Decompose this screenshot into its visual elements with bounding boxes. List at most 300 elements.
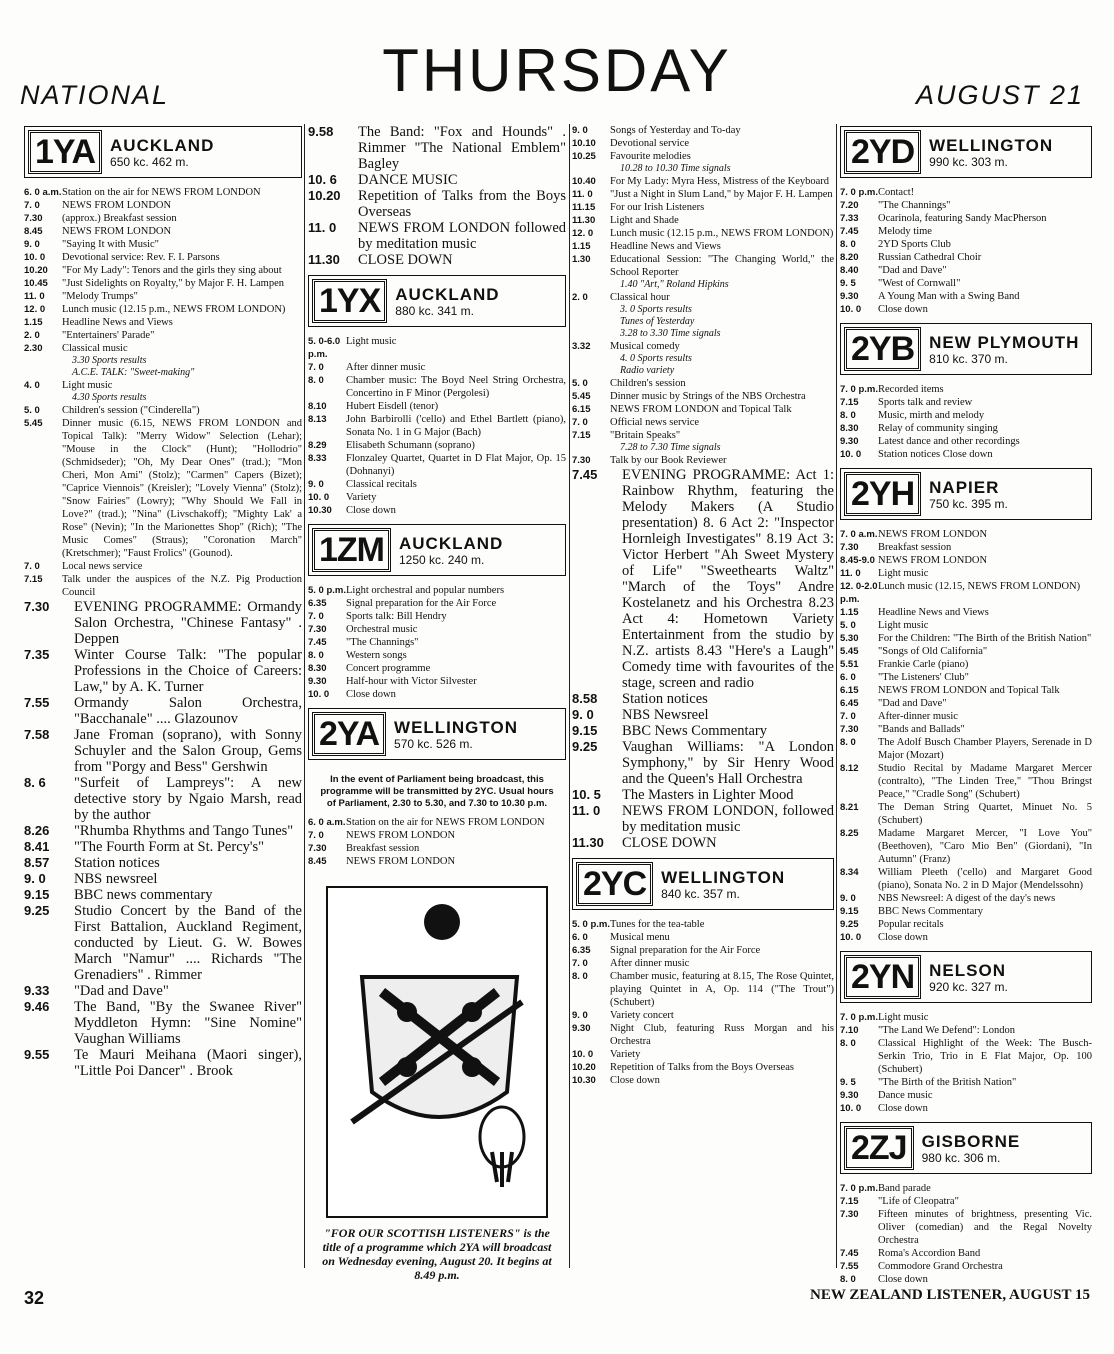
programme-entry xyxy=(24,775,302,823)
station-frequency: 840 kc. 357 m. xyxy=(661,886,740,901)
programme-time: 8. 0 xyxy=(840,737,856,748)
programme-time: 7. 0 xyxy=(572,958,588,969)
programme-time: 5.45 xyxy=(24,418,43,429)
column-rule xyxy=(569,124,570,1268)
programme-entry xyxy=(24,186,302,199)
programme-description: NEWS FROM LONDON followed by meditation music xyxy=(358,220,566,252)
programme-time: 10.20 xyxy=(24,265,48,276)
programme-time: 7.15 xyxy=(840,1196,859,1207)
programme-time: 2. 0 xyxy=(24,330,40,341)
programme-entry xyxy=(840,1102,1092,1115)
column-rule xyxy=(836,124,837,1268)
programme-entry xyxy=(572,390,834,403)
programme-description: NEWS FROM LONDON xyxy=(346,856,456,867)
programme-entry xyxy=(24,316,302,329)
programme-description: Light music xyxy=(346,336,397,347)
programme-description: NEWS FROM LONDON and Topical Talk xyxy=(878,685,1060,696)
programme-entry xyxy=(24,983,302,999)
programme-time: 7. 0 xyxy=(840,711,856,722)
programme-time: 11. 0 xyxy=(572,803,601,818)
programme-entry xyxy=(572,944,834,957)
programme-time: 11.30 xyxy=(572,215,596,226)
station-box xyxy=(308,275,566,327)
programme-time: 7.45 xyxy=(840,226,859,237)
programme-time: 5. 0 xyxy=(840,620,856,631)
programme-time: 9.30 xyxy=(572,1023,591,1034)
programme-sub-entry: 4. 0 Sports results xyxy=(620,353,692,364)
station-city: AUCKLAND xyxy=(110,135,215,155)
programme-description: Station on the air for NEWS FROM LONDON xyxy=(62,187,261,198)
programme-entry xyxy=(840,1247,1092,1260)
programme-entry xyxy=(840,567,1092,580)
programme-time: 8.30 xyxy=(308,663,327,674)
programme-description: "The Channings" xyxy=(878,200,951,211)
station-info xyxy=(661,868,785,901)
programme-description: Lunch music (12.15 p.m., NEWS FROM LONDON) xyxy=(62,304,286,315)
programme-description: Dinner music (6.15, NEWS FROM LONDON and Topical Talk): "Merry Widow" Selection (Lehar); "Mouse in the Clock" (Hunt); "Hollodrio" (Schmidseder); "Oh, My Dear Ones" (trad.); "Mon Cheri, Mon Ami" (Stolz); "Carmen" Capers (Bizet); "Caprice Viennois" (Kreisler); "Lovely Vienna" (Stolz); "Snow Fairies" (Lowry); "Why Should We Fall in Love?" (trad.); "Nina" (Livschakoff); "Mighty Lak' a Rose" (Nevin); "In the Marionettes Shop" (Rich); "The Music Comes" (Straus); "Coronation March" (Kretschmer); "Faust Frolics" (Gounod). xyxy=(62,418,302,559)
station-info xyxy=(394,718,518,751)
station-info xyxy=(395,285,499,318)
column-2 xyxy=(308,124,566,1282)
programme-time: 7. 0 p.m. xyxy=(840,1183,879,1194)
programme-time: 6.35 xyxy=(572,945,591,956)
station-box xyxy=(840,951,1092,1003)
programme-entry xyxy=(572,835,834,851)
programme-entry xyxy=(24,839,302,855)
programme-time: 9. 5 xyxy=(840,278,856,289)
programme-time: 8.41 xyxy=(24,839,50,854)
station-city: NAPIER xyxy=(929,477,1000,497)
programme-time: 11.15 xyxy=(572,202,596,213)
station-frequency: 1250 kc. 240 m. xyxy=(399,552,485,567)
programme-entry xyxy=(840,396,1092,409)
programme-description: Vaughan Williams: "A London Symphony," by Sir Henry Wood and the Queen's Hall Orchestra xyxy=(622,739,834,787)
programme-entry xyxy=(308,439,566,452)
programme-entry xyxy=(308,188,566,220)
programme-entry xyxy=(840,554,1092,567)
programme-time: 9. 0 xyxy=(24,239,40,250)
station-frequency: 880 kc. 341 m. xyxy=(395,303,474,318)
publication-footer: NEW ZEALAND LISTENER, AUGUST 15 xyxy=(810,1287,1090,1303)
programme-time: 8.26 xyxy=(24,823,50,838)
programme-time: 11.30 xyxy=(572,835,604,850)
programme-description: Relay of community singing xyxy=(878,423,998,434)
programme-description: Half-hour with Victor Silvester xyxy=(346,676,477,687)
programme-time: 8.25 xyxy=(840,828,859,839)
programme-description: "Britain Speaks" xyxy=(610,430,681,441)
programme-time: 12. 0 xyxy=(24,304,46,315)
station-box xyxy=(572,858,834,910)
station-city: GISBORNE xyxy=(921,1131,1021,1151)
programme-description: Repetition of Talks from the Boys Overseas xyxy=(610,1062,794,1073)
programme-time: 2.30 xyxy=(24,343,43,354)
programme-description: "For My Lady": Tenors and the girls they sing about xyxy=(62,265,282,276)
programme-description: NBS Newsreel xyxy=(622,707,709,723)
programme-description: Variety xyxy=(346,492,377,503)
programme-entry xyxy=(840,238,1092,251)
station-call-sign: 2ZJ xyxy=(844,1126,914,1170)
programme-description: Orchestral music xyxy=(346,624,418,635)
programme-entry xyxy=(308,842,566,855)
programme-entry xyxy=(24,342,302,355)
programme-description: Songs of Yesterday and To-day xyxy=(610,125,741,136)
station-info xyxy=(922,1132,1021,1165)
programme-description: Breakfast session xyxy=(878,542,952,553)
programme-entry xyxy=(572,970,834,1009)
station-info xyxy=(929,136,1053,169)
scottish-crest-illustration xyxy=(322,882,552,1222)
programme-description: Devotional service xyxy=(610,138,690,149)
programme-description: Talk under the auspices of the N.Z. Pig Production Council xyxy=(62,574,302,598)
programme-time: 9. 5 xyxy=(840,1077,856,1088)
programme-entry xyxy=(840,892,1092,905)
programme-description: Popular recitals xyxy=(878,919,944,930)
programme-time: 7. 0 xyxy=(572,417,588,428)
programme-entry xyxy=(840,710,1092,723)
programme-description: (approx.) Breakfast session xyxy=(62,213,177,224)
programme-time: 7. 0 xyxy=(308,611,324,622)
programme-description: Elisabeth Schumann (soprano) xyxy=(346,440,475,451)
programme-time: 8.58 xyxy=(572,691,598,706)
programme-time: 8.20 xyxy=(840,252,859,263)
programme-description: 2YD Sports Club xyxy=(878,239,951,250)
station-box xyxy=(308,708,566,760)
programme-entry xyxy=(308,252,566,268)
programme-time: 7.58 xyxy=(24,727,50,742)
programme-time: 7.15 xyxy=(840,397,859,408)
station-call-sign: 2YC xyxy=(576,862,653,906)
programme-time: 9.30 xyxy=(840,1090,859,1101)
programme-entry xyxy=(572,416,834,429)
programme-entry xyxy=(840,1089,1092,1102)
column-4 xyxy=(840,124,1092,1285)
programme-description: "The Land We Defend": London xyxy=(878,1025,1015,1036)
programme-time: 1.15 xyxy=(572,241,591,252)
programme-entry xyxy=(840,827,1092,866)
station-call-sign: 1YX xyxy=(312,279,387,323)
programme-time: 10. 5 xyxy=(572,787,601,802)
programme-time: 8.57 xyxy=(24,855,50,870)
programme-entry xyxy=(308,491,566,504)
programme-description: Studio Recital by Madame Margaret Mercer (contralto), "The Linden Tree," "Thou Bringst Peace," "Cradle Song" (Schubert) xyxy=(878,763,1092,800)
programme-description: NEWS FROM LONDON and Topical Talk xyxy=(610,404,792,415)
programme-time: 7.30 xyxy=(572,455,591,466)
programme-sub-entry: Radio variety xyxy=(620,365,675,376)
programme-entry xyxy=(840,697,1092,710)
programme-entry xyxy=(572,124,834,137)
programme-entry xyxy=(572,931,834,944)
programme-entry xyxy=(24,238,302,251)
programme-time: 9. 0 xyxy=(308,479,324,490)
programme-time: 7.20 xyxy=(840,200,859,211)
station-info xyxy=(399,534,503,567)
programme-entry xyxy=(308,855,566,868)
programme-time: 10.20 xyxy=(572,1062,596,1073)
programme-entry xyxy=(840,277,1092,290)
programme-time: 7. 0 xyxy=(24,200,40,211)
programme-description: Repetition of Talks from the Boys Overseas xyxy=(358,188,566,220)
programme-description: Talk by our Book Reviewer xyxy=(610,455,727,466)
programme-entry xyxy=(24,303,302,316)
programme-time: 11. 0 xyxy=(24,291,45,302)
programme-time: 6.15 xyxy=(840,685,859,696)
programme-time: 8.45-9.0 xyxy=(840,555,875,566)
programme-entry xyxy=(572,454,834,467)
programme-entry xyxy=(840,251,1092,264)
station-city: WELLINGTON xyxy=(394,717,518,737)
programme-entry xyxy=(572,918,834,931)
programme-description: Roma's Accordion Band xyxy=(878,1248,981,1259)
programme-time: 10. 0 xyxy=(840,304,862,315)
programme-time: 7. 0 p.m. xyxy=(840,1012,879,1023)
programme-description: "Dad and Dave" xyxy=(878,698,947,709)
page-number: 32 xyxy=(24,1288,45,1308)
programme-entry xyxy=(572,957,834,970)
programme-time: 6. 0 a.m. xyxy=(308,817,346,828)
programme-description: Musical comedy xyxy=(610,341,680,352)
spacer xyxy=(840,461,1092,466)
programme-time: 7.45 xyxy=(572,467,598,482)
programme-entry xyxy=(308,124,566,172)
date-label: AUGUST 21 xyxy=(915,80,1084,110)
programme-description: Light music xyxy=(62,380,113,391)
programme-time: 6. 0 xyxy=(840,672,856,683)
programme-entry xyxy=(24,379,302,392)
programme-time: 9.15 xyxy=(572,723,598,738)
programme-description: Signal preparation for the Air Force xyxy=(346,598,497,609)
programme-description: NEWS FROM LONDON, followed by meditation music xyxy=(622,803,834,835)
programme-time: 5. 0 p.m. xyxy=(308,585,347,596)
programme-description: Winter Course Talk: "The popular Professions in the Choice of Careers: Law," by A. K. Turner xyxy=(74,647,302,695)
programme-entry xyxy=(572,787,834,803)
column-1 xyxy=(24,124,302,1268)
station-box xyxy=(840,126,1092,178)
programme-description: Close down xyxy=(346,505,396,516)
programme-entry xyxy=(572,467,834,691)
programme-entry xyxy=(572,340,834,353)
programme-entry xyxy=(308,413,566,439)
programme-entry xyxy=(840,1260,1092,1273)
programme-entry xyxy=(840,918,1092,931)
programme-description: EVENING PROGRAMME: Act 1: Rainbow Rhythm, featuring the Melody Makers (A Studio presentation) 8. 6 Act 2: "Inspector Hornleigh Investigates" 8.19 Act 3: Victor Herbert "Ah Sweet Mystery of Life" "Sweethearts Waltz" "March of the Toys" Andre Kostelanetz and his Orchestra 8.23 Act 4: Hometown Variety Entertainment from the studio by N.Z. artists 8.43 "Here's a Laugh" Comedy time with favourites of the stage, screen and radio xyxy=(622,467,834,691)
programme-entry xyxy=(572,291,834,304)
programme-description: Close down xyxy=(610,1075,660,1086)
illustration-caption: "FOR OUR SCOTTISH LISTENERS" is the title of a programme which 2YA will broadcast on Wednesday evening, August 20. It begins at 8.49 p.m. xyxy=(322,1226,552,1282)
programme-description: Variety concert xyxy=(610,1010,674,1021)
programme-entry xyxy=(308,675,566,688)
programme-description: Dance music xyxy=(878,1090,933,1101)
programme-time: 9.30 xyxy=(840,291,859,302)
programme-description: Light music xyxy=(878,620,929,631)
station-frequency: 920 kc. 327 m. xyxy=(929,979,1008,994)
programme-time: 9.33 xyxy=(24,983,50,998)
programme-description: "West of Cornwall" xyxy=(878,278,961,289)
programme-description: "Just Sidelights on Royalty," by Major F. H. Lampen xyxy=(62,278,285,289)
programme-time: 7. 0 xyxy=(308,830,324,841)
programme-entry xyxy=(840,671,1092,684)
programme-entry xyxy=(308,584,566,597)
programme-time: 8.45 xyxy=(308,856,327,867)
programme-description: The Band, "By the Swanee River" Myddleton Hymn: "Sine Nomine" Vaughan Williams xyxy=(74,999,302,1047)
programme-entry xyxy=(840,290,1092,303)
station-call-sign: 2YD xyxy=(844,130,921,174)
programme-time: 7. 0 p.m. xyxy=(840,187,879,198)
programme-time: 7.45 xyxy=(840,1248,859,1259)
programme-time: 10.45 xyxy=(24,278,48,289)
programme-description: "Saying It with Music" xyxy=(62,239,159,250)
programme-description: Te Mauri Meihana (Maori singer), "Little Poi Dancer" . Brook xyxy=(74,1047,302,1079)
programme-entry xyxy=(572,403,834,416)
programme-entry xyxy=(308,374,566,400)
programme-time: 5. 0-6.0 p.m. xyxy=(308,336,341,360)
station-info xyxy=(110,136,214,169)
programme-time: 6. 0 a.m. xyxy=(24,187,62,198)
parliament-notice: In the event of Parliament being broadcast, this programme will be transmitted by 2YC. Usual hours of Parliament, 2.30 to 5.30, and 7.30 to 10.30 p.m. xyxy=(320,774,554,809)
programme-description: Station notices xyxy=(622,691,708,707)
programme-description: Lunch music (12.15 p.m., NEWS FROM LONDON) xyxy=(610,228,834,239)
programme-description: Latest dance and other recordings xyxy=(878,436,1020,447)
programme-entry xyxy=(840,645,1092,658)
station-call-sign: 1YA xyxy=(28,130,102,174)
programme-description: The Deman String Quartet, Minuet No. 5 (Schubert) xyxy=(878,802,1092,826)
programme-entry xyxy=(24,855,302,871)
programme-time: 8.40 xyxy=(840,265,859,276)
programme-time: 9.25 xyxy=(572,739,598,754)
programme-entry xyxy=(840,684,1092,697)
programme-entry xyxy=(840,905,1092,918)
programme-time: 7.15 xyxy=(24,574,43,585)
programme-entry xyxy=(572,137,834,150)
station-call-sign: 1ZM xyxy=(312,528,391,572)
station-frequency: 750 kc. 395 m. xyxy=(929,496,1008,511)
programme-entry xyxy=(308,335,566,361)
station-city: AUCKLAND xyxy=(395,284,500,304)
programme-time: 12. 0-2.0 p.m. xyxy=(840,581,878,605)
programme-description: "Entertainers' Parade" xyxy=(62,330,155,341)
programme-description: Children's session ("Cinderella") xyxy=(62,405,200,416)
programme-description: Light and Shade xyxy=(610,215,679,226)
station-box xyxy=(24,126,302,178)
programme-entry xyxy=(308,816,566,829)
station-frequency: 980 kc. 306 m. xyxy=(921,1150,1001,1165)
programme-time: 10.10 xyxy=(572,138,596,149)
programme-entry xyxy=(24,264,302,277)
programme-time: 5. 0 xyxy=(24,405,40,416)
programme-description: Dinner music by Strings of the NBS Orchestra xyxy=(610,391,806,402)
programme-time: 9.15 xyxy=(24,887,50,902)
programme-entry xyxy=(24,1047,302,1079)
programme-entry xyxy=(572,227,834,240)
programme-description: William Pleeth ('cello) and Margaret Good (piano), Sonata No. 2 in D Major (Mendelssohn) xyxy=(878,867,1092,891)
network-label: NATIONAL xyxy=(20,80,170,110)
programme-entry xyxy=(572,150,834,163)
programme-entry xyxy=(308,172,566,188)
programme-time: 9.25 xyxy=(840,919,859,930)
programme-entry xyxy=(572,188,834,201)
programme-description: Russian Cathedral Choir xyxy=(878,252,982,263)
programme-time: 9.25 xyxy=(24,903,50,918)
programme-description: "Life of Cleopatra" xyxy=(878,1196,959,1207)
programme-entry xyxy=(840,736,1092,762)
programme-time: 8.13 xyxy=(308,414,327,425)
programme-entry xyxy=(572,723,834,739)
programme-time: 8.33 xyxy=(308,453,327,464)
programme-entry xyxy=(572,175,834,188)
programme-description: Light music xyxy=(878,568,929,579)
programme-time: 8. 0 xyxy=(308,375,324,386)
programme-entry xyxy=(840,186,1092,199)
programme-description: Close down xyxy=(878,1103,928,1114)
programme-time: 6. 0 xyxy=(572,932,588,943)
programme-time: 10.25 xyxy=(572,151,596,162)
programme-entry xyxy=(840,658,1092,671)
programme-entry xyxy=(308,623,566,636)
programme-entry xyxy=(572,1061,834,1074)
programme-time: 5.30 xyxy=(840,633,859,644)
programme-description: DANCE MUSIC xyxy=(358,172,458,188)
programme-description: Melody time xyxy=(878,226,932,237)
programme-sub-entry: A.C.E. TALK: "Sweet-making" xyxy=(72,367,195,378)
programme-description: Favourite melodies xyxy=(610,151,691,162)
programme-description: "Just a Night in Slum Land," by Major F. H. Lampen xyxy=(610,189,833,200)
programme-time: 8.21 xyxy=(840,802,859,813)
programme-time: 9. 0 xyxy=(572,1010,588,1021)
programme-entry xyxy=(572,240,834,253)
column-rule xyxy=(304,124,305,1268)
spacer xyxy=(308,268,566,273)
programme-entry xyxy=(308,688,566,701)
programme-time: 4. 0 xyxy=(24,380,40,391)
programme-sub-entry: 3.28 to 3.30 Time signals xyxy=(620,328,721,339)
programme-entry xyxy=(840,409,1092,422)
programme-entry xyxy=(308,636,566,649)
programme-time: 1.30 xyxy=(572,254,591,265)
programme-description: "The Channings" xyxy=(346,637,419,648)
station-info xyxy=(929,478,1008,511)
programme-time: 10.40 xyxy=(572,176,596,187)
programme-time: 7.55 xyxy=(24,695,50,710)
programme-time: 8.34 xyxy=(840,867,859,878)
programme-time: 7. 0 xyxy=(24,561,40,572)
programme-time: 8.12 xyxy=(840,763,859,774)
programme-entry xyxy=(24,417,302,560)
programme-entry xyxy=(308,452,566,478)
programme-time: 8. 6 xyxy=(24,775,46,790)
spacer xyxy=(840,1115,1092,1120)
programme-time: 7.10 xyxy=(840,1025,859,1036)
programme-entry xyxy=(572,214,834,227)
programme-entry xyxy=(308,504,566,517)
programme-description: "Surfeit of Lampreys": A new detective story by Ngaio Marsh, read by the author xyxy=(74,775,302,823)
programme-time: 7. 0 p.m. xyxy=(840,384,879,395)
programme-description: Station notices Close down xyxy=(878,449,993,460)
programme-description: NEWS FROM LONDON xyxy=(878,529,988,540)
programme-time: 7.35 xyxy=(24,647,50,662)
programme-entry xyxy=(24,999,302,1047)
programme-time: 8. 0 xyxy=(308,650,324,661)
programme-time: 10. 0 xyxy=(840,932,862,943)
programme-time: 9. 0 xyxy=(572,707,594,722)
programme-description: NEWS FROM LONDON xyxy=(62,200,172,211)
programme-sub-entry: 1.40 "Art," Roland Hipkins xyxy=(620,279,729,290)
programme-entry xyxy=(24,871,302,887)
spacer xyxy=(840,944,1092,949)
programme-description: Variety xyxy=(610,1049,641,1060)
station-frequency: 650 kc. 462 m. xyxy=(110,154,189,169)
programme-entry xyxy=(308,597,566,610)
station-box xyxy=(840,1122,1092,1174)
programme-entry xyxy=(572,803,834,835)
